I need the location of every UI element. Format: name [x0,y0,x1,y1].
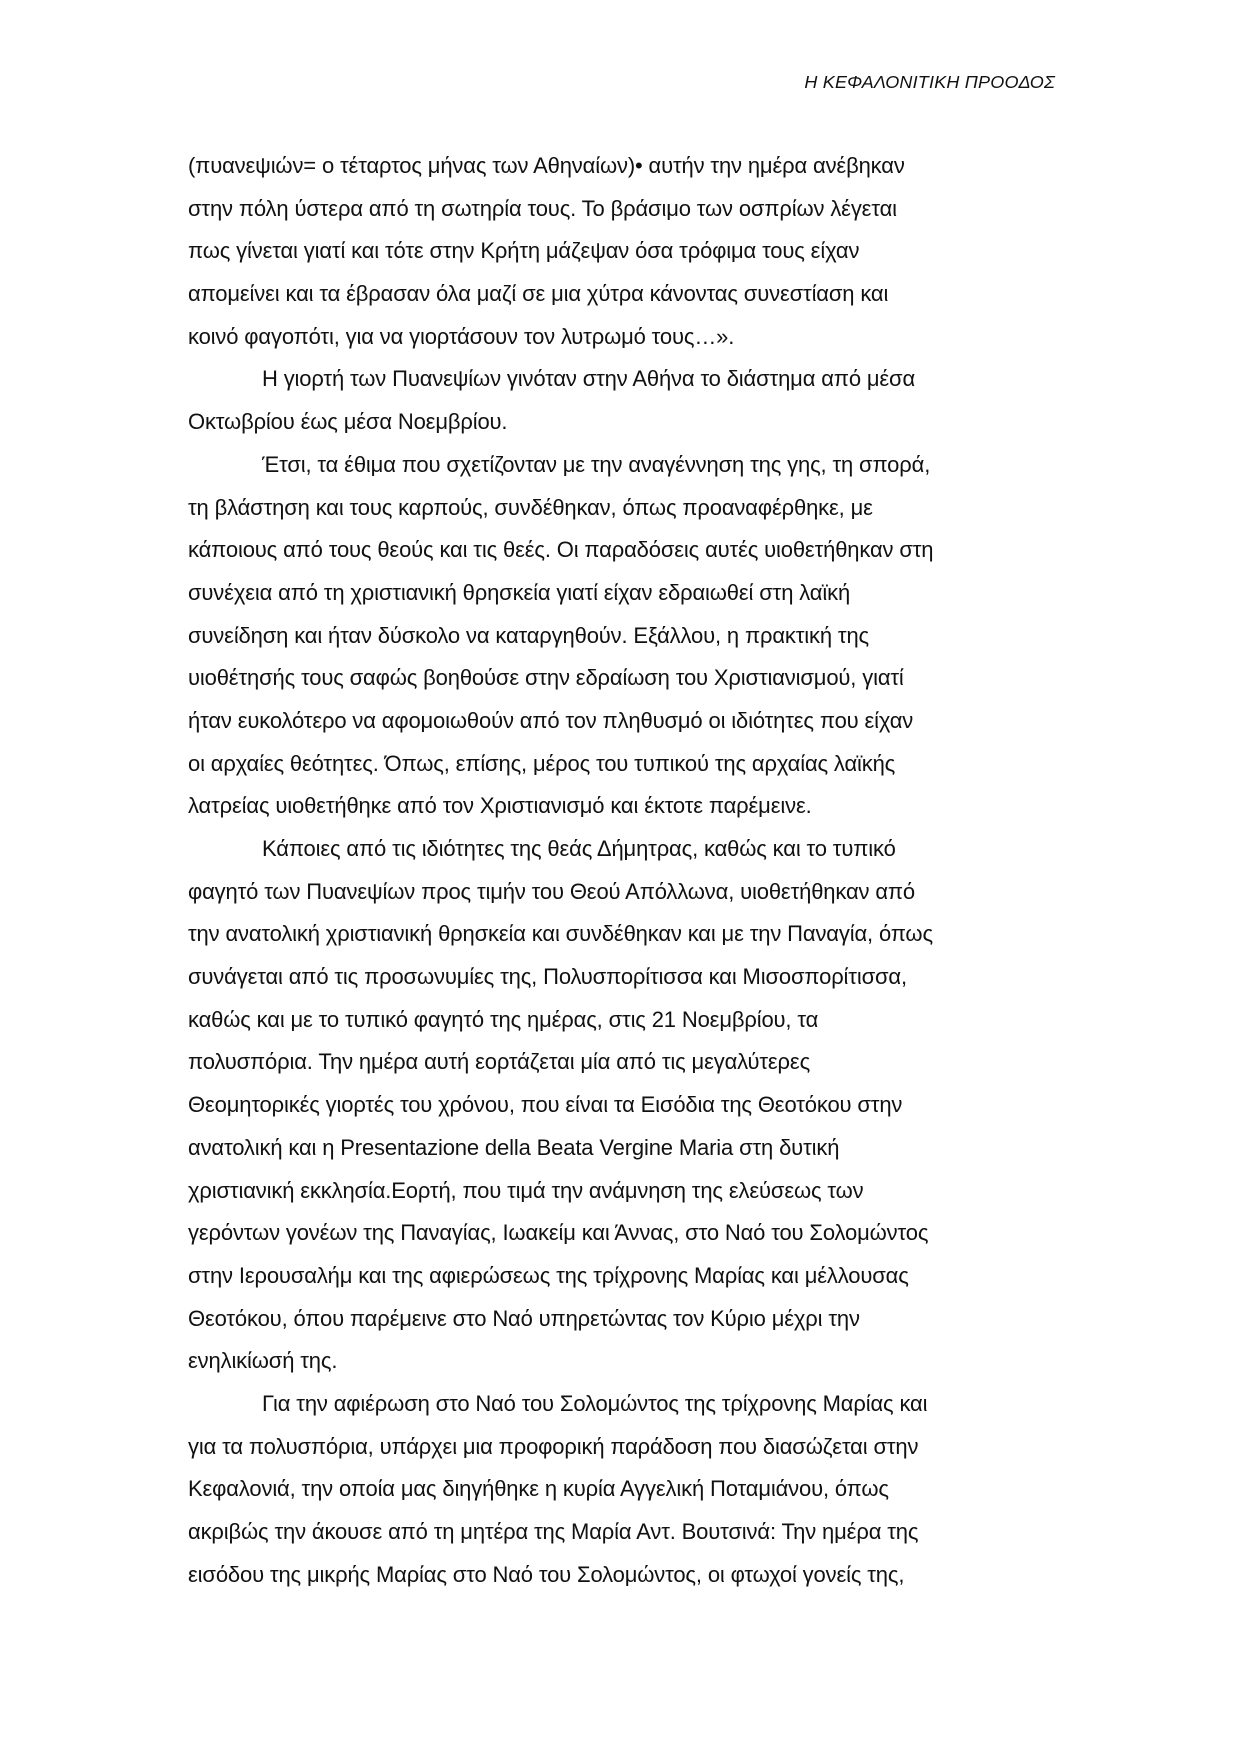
text-line: ακριβώς την άκουσε από τη μητέρα της Μαρία Αντ. Βουτσινά: Την ημέρα της [188,1519,919,1544]
paragraph [188,444,1058,828]
running-header: Η ΚΕΦΑΛΟΝΙΤΙΚΗ ΠΡΟΟΔΟΣ [804,72,1055,92]
text-line: Έτσι, τα έθιμα που σχετίζονταν με την αναγέννηση της γης, τη σπορά, [262,451,931,477]
text-line: συνείδηση και ήταν δύσκολο να καταργηθούν. Εξάλλου, η πρακτική της [188,622,870,648]
text-line: χριστιανική εκκλησία.Εορτή, που τιμά την ανάμνηση της ελεύσεως των [188,1177,864,1203]
text-line: πολυσπόρια. Την ημέρα αυτή εορτάζεται μία από τις μεγαλύτερες [188,1049,811,1075]
paragraph [188,1383,1058,1596]
text-line: οι αρχαίες θεότητες. Όπως, επίσης, μέρος του τυπικού της αρχαίας λαϊκής [188,750,896,776]
text-line: κάποιους από τους θεούς και τις θεές. Οι παραδόσεις αυτές υιοθετήθηκαν στη [188,537,934,563]
text-line: Οκτωβρίου έως μέσα Νοεμβρίου. [188,409,508,435]
body-text [188,145,1058,1596]
paragraph [188,145,1058,358]
text-line: εισόδου της μικρής Μαρίας στο Ναό του Σολομώντος, οι φτωχοί γονείς της, [188,1561,905,1587]
text-line: Κεφαλονιά, την οποία μας διηγήθηκε η κυρία Αγγελική Ποταμιάνου, όπως [188,1476,889,1502]
paragraph [188,828,1058,1383]
text-line: Κάποιες από τις ιδιότητες της θεάς Δήμητρας, καθώς και το τυπικό [262,836,896,861]
text-line: στην πόλη ύστερα από τη σωτηρία τους. Το βράσιμο των οσπρίων λέγεται [188,195,897,221]
text-line: συνέχεια από τη χριστιανική θρησκεία γιατί είχαν εδραιωθεί στη λαϊκή [188,579,851,605]
text-line: τη βλάστηση και τους καρπούς, συνδέθηκαν, όπως προαναφέρθηκε, με [188,494,873,520]
text-line: (πυανεψιών= ο τέταρτος μήνας των Αθηναίων)• αυτήν την ημέρα ανέβηκαν [188,153,905,178]
text-line: πως γίνεται γιατί και τότε στην Κρήτη μάζεψαν όσα τρόφιμα τους είχαν [188,238,860,264]
text-line: καθώς και με το τυπικό φαγητό της ημέρας, στις 21 Νοεμβρίου, τα [188,1006,819,1032]
text-line: για τα πολυσπόρια, υπάρχει μια προφορική παράδοση που διασώζεται στην [188,1433,919,1459]
text-line: απομείνει και τα έβρασαν όλα μαζί σε μια χύτρα κάνοντας συνεστίαση και [188,281,889,307]
paragraph [188,358,1058,443]
text-line: γερόντων γονέων της Παναγίας, Ιωακείμ και Άννας, στο Ναό του Σολομώντος [188,1220,929,1246]
text-line: ήταν ευκολότερο να αφομοιωθούν από τον πληθυσμό οι ιδιότητες που είχαν [188,707,914,733]
text-line: φαγητό των Πυανεψίων προς τιμήν του Θεού Απόλλωνα, υιοθετήθηκαν από [188,878,916,904]
text-line: Θεομητορικές γιορτές του χρόνου, που είναι τα Εισόδια της Θεοτόκου στην [188,1092,903,1118]
text-line: συνάγεται από τις προσωνυμίες της, Πολυσπορίτισσα και Μισοσπορίτισσα, [188,964,907,990]
text-line: υιοθέτησής τους σαφώς βοηθούσε στην εδραίωση του Χριστιανισμού, γιατί [188,665,904,691]
text-line: ενηλικίωσή της. [188,1348,338,1374]
text-line: την ανατολική χριστιανική θρησκεία και συνδέθηκαν και με την Παναγία, όπως [188,921,933,947]
text-line: λατρείας υιοθετήθηκε από τον Χριστιανισμό και έκτοτε παρέμεινε. [188,793,812,819]
text-line: Θεοτόκου, όπου παρέμεινε στο Ναό υπηρετώντας τον Κύριο μέχρι την [188,1305,860,1331]
text-line: στην Ιερουσαλήμ και της αφιερώσεως της τρίχρονης Μαρίας και μέλλουσας [188,1262,909,1288]
text-line: Η γιορτή των Πυανεψίων γινόταν στην Αθήνα το διάστημα από μέσα [262,366,916,392]
text-line: Για την αφιέρωση στο Ναό του Σολομώντος της τρίχρονης Μαρίας και [262,1390,928,1416]
text-line: κοινό φαγοπότι, για να γιορτάσουν τον λυτρωμό τους…». [188,323,735,349]
text-line: ανατολική και η Presentazione della Beata Vergine Maria στη δυτική [188,1134,840,1160]
